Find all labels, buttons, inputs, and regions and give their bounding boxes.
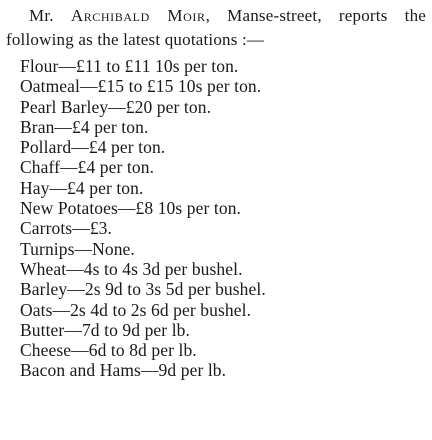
quotation-pearl-barley: Pearl Barley—£20 per ton.: [20, 96, 212, 117]
quotation-hay: Hay—£4 per ton.: [20, 177, 144, 198]
quotation-bacon-and-hams: Bacon and Hams—9d per lb.: [20, 360, 227, 381]
quotation-bran: Bran—£4 per ton.: [20, 116, 149, 137]
quotation-flour: Flour—£11 to £11 10s per ton.: [20, 56, 239, 76]
quotation-carrots: Carrots—£3.: [20, 218, 112, 239]
quotation-butter: Butter—7d to 9d per lb.: [20, 319, 190, 340]
quotation-list: [6, 56, 426, 381]
quotation-oatmeal: Oatmeal—£15 to £15 10s per ton.: [20, 76, 262, 97]
quotation-chaff: Chaff—£4 per ton.: [20, 157, 155, 178]
intro-paragraph: [6, 4, 426, 52]
quotation-cheese: Cheese—6d to 8d per lb.: [20, 340, 197, 361]
quotation-barley: Barley—2s 9d to 3s 5d per bushel.: [20, 279, 266, 300]
quotation-new-potatoes: New Potatoes—£8 10s per ton.: [20, 198, 242, 219]
intro-prefix: Mr.: [29, 6, 71, 25]
intro-suffix: , Manse-street, reports the following as the latest quotations :—: [6, 6, 427, 49]
quotation-pollard: Pollard—£4 per ton.: [20, 137, 166, 158]
quotation-wheat: Wheat—4s to 4s 3d per bushel.: [20, 258, 243, 279]
reporter-name: Archibald Moir: [70, 6, 206, 25]
newspaper-column: [6, 0, 426, 381]
quotation-turnips: Turnips—None.: [20, 238, 135, 259]
quotation-oats: Oats—2s 4d to 2s 6d per bushel.: [20, 299, 252, 320]
